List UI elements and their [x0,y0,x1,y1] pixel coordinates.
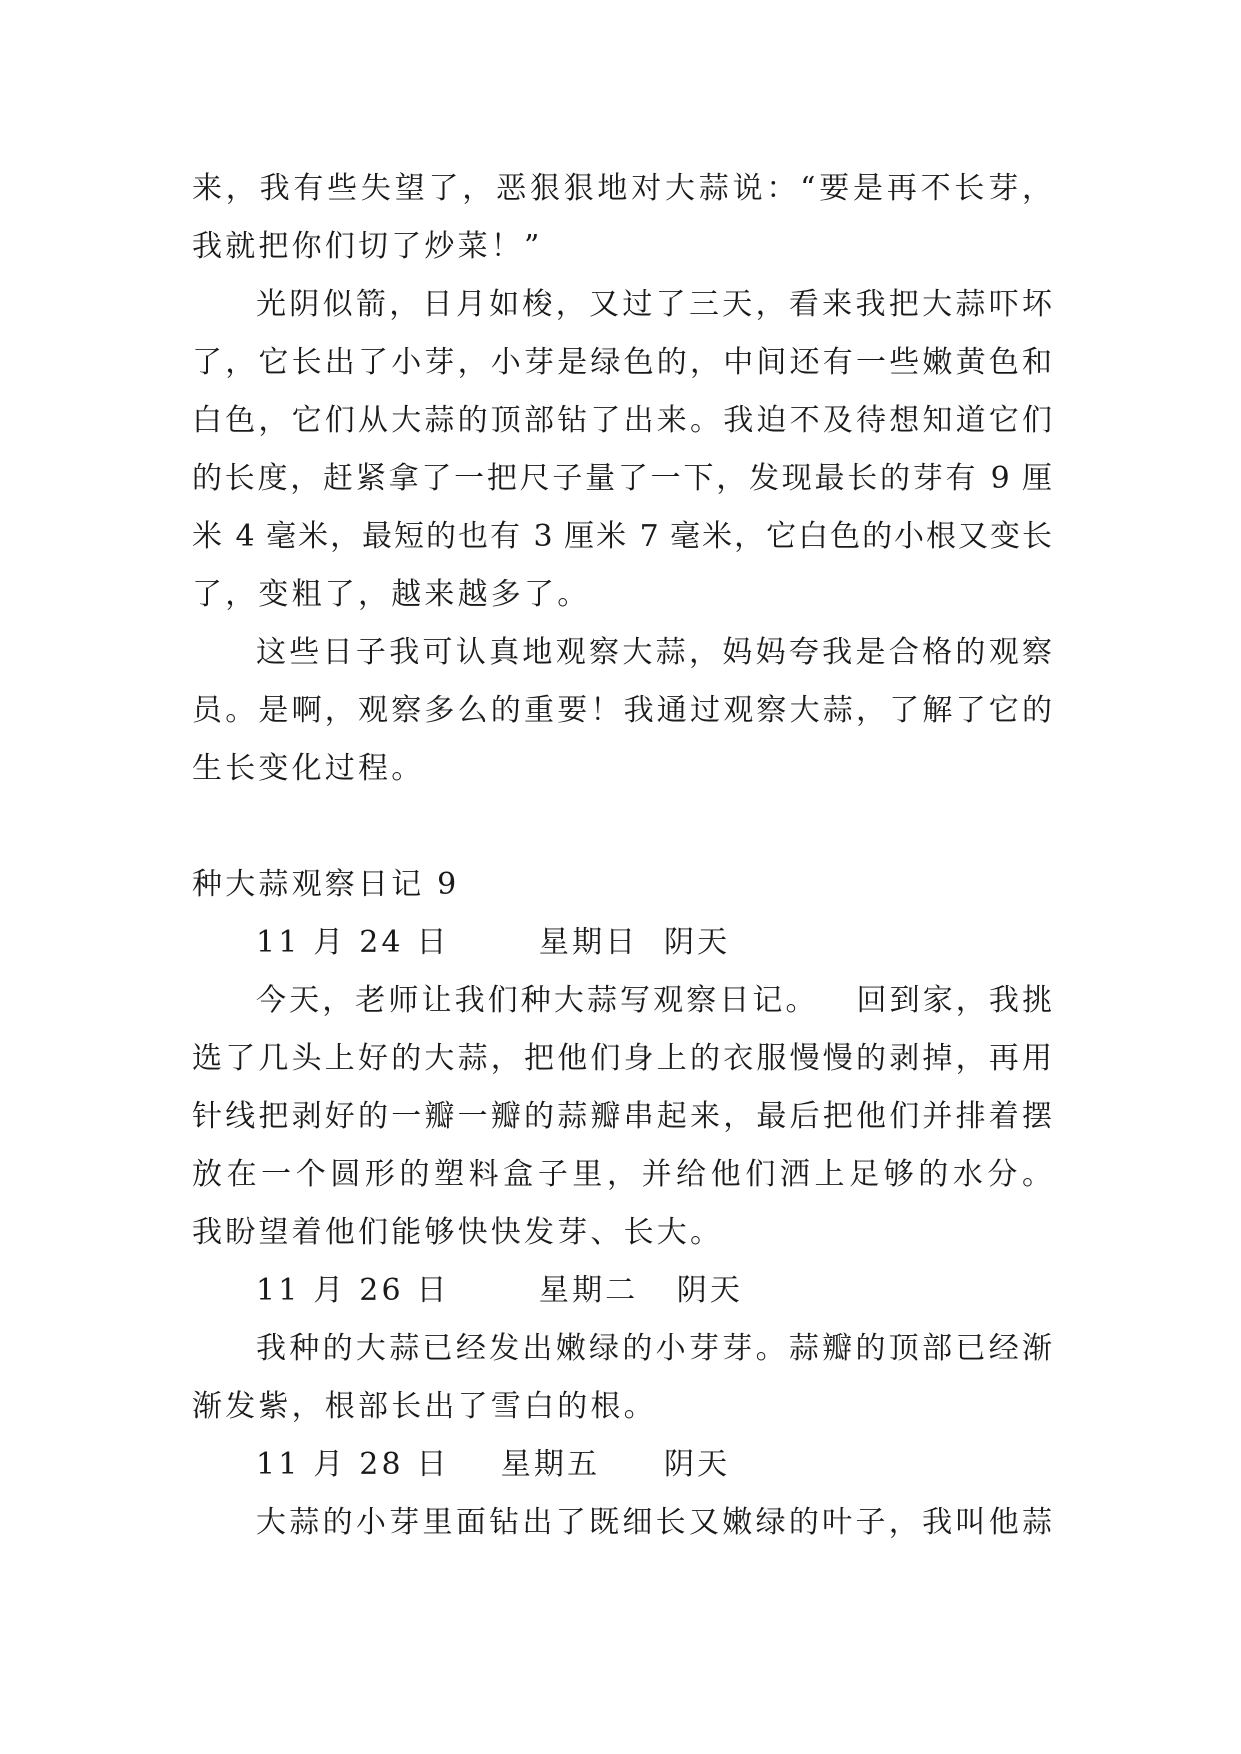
paragraph-line: 我就把你们切了炒菜！” [192,229,543,264]
paragraph-line: 了，变粗了，越来越多了。 [192,577,591,612]
diary-date-line: 11 月 24 日 星期日 阴天 [256,925,731,960]
diary-date-line: 11 月 26 日 星期二 阴天 [256,1273,744,1308]
paragraph-line: 这些日子我可认真地观察大蒜，妈妈夸我是合格的观察 [256,635,1052,670]
paragraph-line: 我盼望着他们能够快快发芽、长大。 [192,1215,724,1250]
paragraph-line: 生长变化过程。 [192,751,425,786]
paragraph-line: 的长度，赶紧拿了一把尺子量了一下，发现最长的芽有 9 厘 [192,461,1052,496]
paragraph-line: 今天，老师让我们种大蒜写观察日记。 回到家，我挑 [256,983,1052,1018]
paragraph-line: 光阴似箭，日月如梭，又过了三天，看来我把大蒜吓坏 [256,287,1052,322]
paragraph-line: 大蒜的小芽里面钻出了既细长又嫩绿的叶子，我叫他蒜 [256,1505,1052,1540]
paragraph-line: 我种的大蒜已经发出嫩绿的小芽芽。蒜瓣的顶部已经渐 [256,1331,1052,1366]
paragraph-line: 放在一个圆形的塑料盒子里，并给他们洒上足够的水分。 [192,1157,1052,1192]
paragraph-line: 白色，它们从大蒜的顶部钻了出来。我迫不及待想知道它们 [192,403,1052,438]
paragraph-line: 了，它长出了小芽，小芽是绿色的，中间还有一些嫩黄色和 [192,345,1052,380]
paragraph-line: 针线把剥好的一瓣一瓣的蒜瓣串起来，最后把他们并排着摆 [192,1099,1052,1134]
diary-date-line: 11 月 28 日 星期五 阴天 [256,1447,731,1482]
paragraph-line: 员。是啊，观察多么的重要！我通过观察大蒜，了解了它的 [192,693,1052,728]
paragraph-line: 米 4 毫米，最短的也有 3 厘米 7 毫米，它白色的小根又变长 [192,519,1052,554]
paragraph-line: 选了几头上好的大蒜，把他们身上的衣服慢慢的剥掉，再用 [192,1041,1052,1076]
section-title: 种大蒜观察日记 9 [192,867,460,902]
paragraph-line: 来，我有些失望了，恶狠狠地对大蒜说：“要是再不长芽， [192,171,1052,206]
paragraph-line: 渐发紫，根部长出了雪白的根。 [192,1389,657,1424]
